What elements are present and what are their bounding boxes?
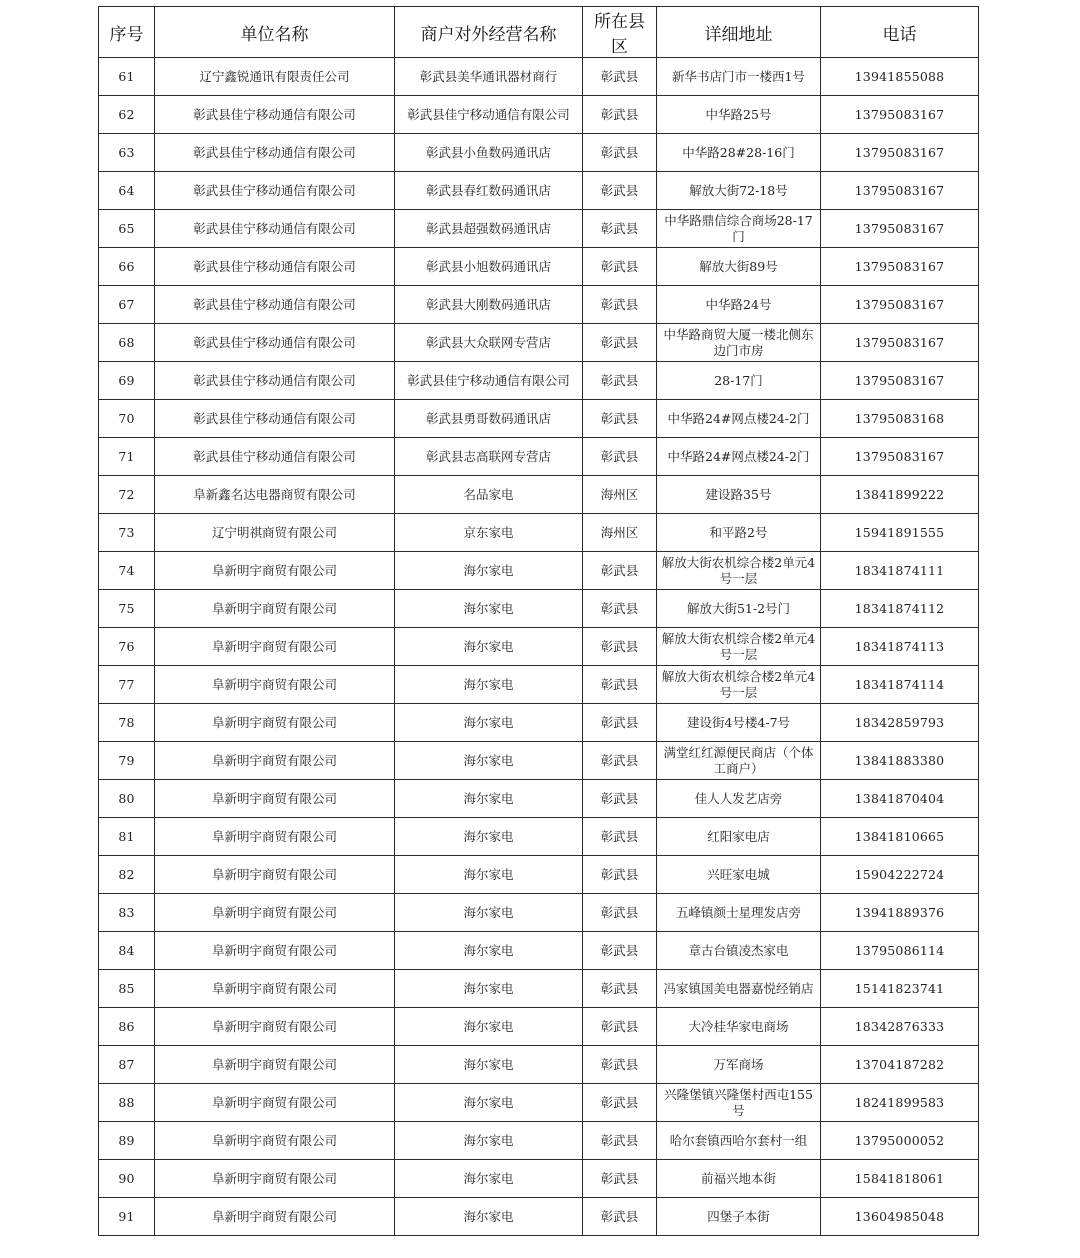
table-row — [99, 210, 979, 248]
cell-seq: 76 — [99, 628, 155, 666]
cell-seq: 66 — [99, 248, 155, 286]
table-row — [99, 742, 979, 780]
header-seq: 序号 — [99, 7, 155, 58]
cell-merchant-name: 海尔家电 — [395, 970, 583, 1008]
cell-phone: 18342859793 — [821, 704, 979, 742]
cell-merchant-name: 名品家电 — [395, 476, 583, 514]
cell-merchant-name: 海尔家电 — [395, 1160, 583, 1198]
table-row — [99, 1084, 979, 1122]
table-row — [99, 894, 979, 932]
cell-address: 章古台镇凌杰家电 — [657, 932, 821, 970]
header-phone: 电话 — [821, 7, 979, 58]
header-county: 所在县区 — [583, 7, 657, 58]
table-row — [99, 818, 979, 856]
cell-merchant-name: 彰武县春红数码通讯店 — [395, 172, 583, 210]
cell-merchant-name: 京东家电 — [395, 514, 583, 552]
cell-seq: 72 — [99, 476, 155, 514]
cell-phone: 13841870404 — [821, 780, 979, 818]
cell-address: 解放大街农机综合楼2单元4号一层 — [657, 552, 821, 590]
cell-county: 彰武县 — [583, 1046, 657, 1084]
cell-merchant-name: 海尔家电 — [395, 932, 583, 970]
cell-address: 前福兴地本街 — [657, 1160, 821, 1198]
cell-seq: 61 — [99, 58, 155, 96]
cell-address: 解放大街农机综合楼2单元4号一层 — [657, 628, 821, 666]
table-row — [99, 704, 979, 742]
cell-unit-name: 阜新明宇商贸有限公司 — [155, 894, 395, 932]
cell-seq: 68 — [99, 324, 155, 362]
cell-address: 兴隆堡镇兴隆堡村西屯155号 — [657, 1084, 821, 1122]
table-row — [99, 1198, 979, 1236]
cell-unit-name: 彰武县佳宁移动通信有限公司 — [155, 210, 395, 248]
cell-phone: 13841883380 — [821, 742, 979, 780]
cell-seq: 65 — [99, 210, 155, 248]
cell-seq: 78 — [99, 704, 155, 742]
cell-unit-name: 彰武县佳宁移动通信有限公司 — [155, 324, 395, 362]
cell-phone: 13795000052 — [821, 1122, 979, 1160]
cell-phone: 18342876333 — [821, 1008, 979, 1046]
cell-unit-name: 阜新明宇商贸有限公司 — [155, 1046, 395, 1084]
cell-unit-name: 阜新明宇商贸有限公司 — [155, 970, 395, 1008]
cell-county: 海州区 — [583, 514, 657, 552]
cell-phone: 13795083167 — [821, 324, 979, 362]
cell-address: 新华书店门市一楼西1号 — [657, 58, 821, 96]
cell-phone: 15841818061 — [821, 1160, 979, 1198]
cell-merchant-name: 海尔家电 — [395, 666, 583, 704]
cell-county: 彰武县 — [583, 1160, 657, 1198]
cell-phone: 13841899222 — [821, 476, 979, 514]
cell-seq: 69 — [99, 362, 155, 400]
cell-phone: 13795083167 — [821, 172, 979, 210]
cell-county: 彰武县 — [583, 1122, 657, 1160]
table-row — [99, 628, 979, 666]
cell-phone: 13704187282 — [821, 1046, 979, 1084]
cell-phone: 13841810665 — [821, 818, 979, 856]
cell-phone: 13795086114 — [821, 932, 979, 970]
cell-unit-name: 阜新明宇商贸有限公司 — [155, 780, 395, 818]
cell-merchant-name: 彰武县勇哥数码通讯店 — [395, 400, 583, 438]
cell-phone: 13795083167 — [821, 362, 979, 400]
table-row — [99, 58, 979, 96]
cell-merchant-name: 海尔家电 — [395, 780, 583, 818]
cell-merchant-name: 彰武县超强数码通讯店 — [395, 210, 583, 248]
cell-unit-name: 阜新明宇商贸有限公司 — [155, 1008, 395, 1046]
cell-address: 中华路鼎信综合商场28-17门 — [657, 210, 821, 248]
table-row — [99, 96, 979, 134]
cell-seq: 91 — [99, 1198, 155, 1236]
cell-county: 彰武县 — [583, 1198, 657, 1236]
cell-address: 中华路24#网点楼24-2门 — [657, 438, 821, 476]
cell-address: 中华路24#网点楼24-2门 — [657, 400, 821, 438]
cell-address: 兴旺家电城 — [657, 856, 821, 894]
cell-seq: 64 — [99, 172, 155, 210]
cell-address: 万军商场 — [657, 1046, 821, 1084]
cell-phone: 13795083167 — [821, 96, 979, 134]
cell-phone: 18341874111 — [821, 552, 979, 590]
cell-county: 彰武县 — [583, 742, 657, 780]
merchant-table — [98, 6, 979, 1236]
table-row — [99, 1008, 979, 1046]
cell-county: 彰武县 — [583, 172, 657, 210]
cell-unit-name: 阜新明宇商贸有限公司 — [155, 1084, 395, 1122]
cell-county: 彰武县 — [583, 628, 657, 666]
cell-seq: 84 — [99, 932, 155, 970]
cell-county: 彰武县 — [583, 894, 657, 932]
cell-county: 彰武县 — [583, 248, 657, 286]
cell-county: 彰武县 — [583, 362, 657, 400]
header-address: 详细地址 — [657, 7, 821, 58]
cell-address: 哈尔套镇西哈尔套村一组 — [657, 1122, 821, 1160]
cell-county: 彰武县 — [583, 96, 657, 134]
cell-unit-name: 彰武县佳宁移动通信有限公司 — [155, 438, 395, 476]
cell-seq: 67 — [99, 286, 155, 324]
cell-merchant-name: 海尔家电 — [395, 1084, 583, 1122]
table-row — [99, 856, 979, 894]
cell-seq: 73 — [99, 514, 155, 552]
cell-unit-name: 辽宁明祺商贸有限公司 — [155, 514, 395, 552]
cell-address: 大冷桂华家电商场 — [657, 1008, 821, 1046]
cell-unit-name: 阜新明宇商贸有限公司 — [155, 1198, 395, 1236]
cell-county: 彰武县 — [583, 400, 657, 438]
cell-address: 建设路35号 — [657, 476, 821, 514]
cell-address: 红阳家电店 — [657, 818, 821, 856]
cell-seq: 77 — [99, 666, 155, 704]
table-row — [99, 932, 979, 970]
cell-unit-name: 阜新明宇商贸有限公司 — [155, 1122, 395, 1160]
cell-seq: 80 — [99, 780, 155, 818]
cell-merchant-name: 海尔家电 — [395, 1008, 583, 1046]
cell-address: 解放大街51-2号门 — [657, 590, 821, 628]
cell-county: 彰武县 — [583, 932, 657, 970]
cell-merchant-name: 彰武县大刚数码通讯店 — [395, 286, 583, 324]
cell-county: 彰武县 — [583, 590, 657, 628]
cell-address: 满堂红红源便民商店（个体工商户） — [657, 742, 821, 780]
cell-merchant-name: 海尔家电 — [395, 552, 583, 590]
cell-phone: 13795083167 — [821, 438, 979, 476]
table-row — [99, 286, 979, 324]
cell-unit-name: 彰武县佳宁移动通信有限公司 — [155, 362, 395, 400]
cell-unit-name: 阜新明宇商贸有限公司 — [155, 1160, 395, 1198]
cell-phone: 13795083167 — [821, 286, 979, 324]
table-row — [99, 134, 979, 172]
cell-county: 彰武县 — [583, 286, 657, 324]
cell-phone: 13795083168 — [821, 400, 979, 438]
cell-phone: 13604985048 — [821, 1198, 979, 1236]
cell-phone: 15904222724 — [821, 856, 979, 894]
cell-phone: 13941855088 — [821, 58, 979, 96]
cell-county: 彰武县 — [583, 1084, 657, 1122]
cell-merchant-name: 彰武县佳宁移动通信有限公司 — [395, 96, 583, 134]
cell-county: 彰武县 — [583, 818, 657, 856]
cell-county: 彰武县 — [583, 438, 657, 476]
cell-unit-name: 阜新鑫名达电器商贸有限公司 — [155, 476, 395, 514]
table-body — [99, 58, 979, 1236]
cell-merchant-name: 海尔家电 — [395, 894, 583, 932]
cell-phone: 18341874112 — [821, 590, 979, 628]
cell-address: 建设街4号楼4-7号 — [657, 704, 821, 742]
cell-county: 彰武县 — [583, 970, 657, 1008]
cell-county: 彰武县 — [583, 1008, 657, 1046]
cell-merchant-name: 海尔家电 — [395, 1198, 583, 1236]
cell-unit-name: 彰武县佳宁移动通信有限公司 — [155, 400, 395, 438]
cell-address: 和平路2号 — [657, 514, 821, 552]
cell-seq: 90 — [99, 1160, 155, 1198]
cell-merchant-name: 海尔家电 — [395, 628, 583, 666]
cell-merchant-name: 海尔家电 — [395, 590, 583, 628]
cell-county: 海州区 — [583, 476, 657, 514]
cell-seq: 87 — [99, 1046, 155, 1084]
cell-seq: 81 — [99, 818, 155, 856]
cell-unit-name: 彰武县佳宁移动通信有限公司 — [155, 96, 395, 134]
cell-seq: 88 — [99, 1084, 155, 1122]
cell-address: 28-17门 — [657, 362, 821, 400]
table-row — [99, 666, 979, 704]
cell-merchant-name: 海尔家电 — [395, 818, 583, 856]
cell-merchant-name: 彰武县大众联网专营店 — [395, 324, 583, 362]
cell-unit-name: 阜新明宇商贸有限公司 — [155, 628, 395, 666]
cell-phone: 15941891555 — [821, 514, 979, 552]
cell-unit-name: 阜新明宇商贸有限公司 — [155, 742, 395, 780]
cell-address: 四堡子本街 — [657, 1198, 821, 1236]
cell-unit-name: 彰武县佳宁移动通信有限公司 — [155, 286, 395, 324]
cell-unit-name: 辽宁鑫锐通讯有限责任公司 — [155, 58, 395, 96]
cell-merchant-name: 海尔家电 — [395, 742, 583, 780]
cell-unit-name: 阜新明宇商贸有限公司 — [155, 704, 395, 742]
cell-county: 彰武县 — [583, 324, 657, 362]
cell-seq: 79 — [99, 742, 155, 780]
cell-merchant-name: 彰武县小旭数码通讯店 — [395, 248, 583, 286]
cell-address: 佳人人发艺店旁 — [657, 780, 821, 818]
cell-unit-name: 阜新明宇商贸有限公司 — [155, 932, 395, 970]
merchant-list-sheet — [98, 6, 978, 1236]
cell-phone: 13941889376 — [821, 894, 979, 932]
cell-address: 冯家镇国美电器嘉悦经销店 — [657, 970, 821, 1008]
table-row — [99, 780, 979, 818]
table-row — [99, 476, 979, 514]
cell-address: 解放大街农机综合楼2单元4号一层 — [657, 666, 821, 704]
cell-phone: 18341874114 — [821, 666, 979, 704]
cell-phone: 18341874113 — [821, 628, 979, 666]
cell-phone: 18241899583 — [821, 1084, 979, 1122]
cell-unit-name: 彰武县佳宁移动通信有限公司 — [155, 248, 395, 286]
header-unit-name: 单位名称 — [155, 7, 395, 58]
cell-county: 彰武县 — [583, 58, 657, 96]
table-row — [99, 248, 979, 286]
cell-seq: 75 — [99, 590, 155, 628]
table-row — [99, 552, 979, 590]
cell-county: 彰武县 — [583, 134, 657, 172]
cell-unit-name: 阜新明宇商贸有限公司 — [155, 818, 395, 856]
cell-seq: 70 — [99, 400, 155, 438]
cell-merchant-name: 海尔家电 — [395, 856, 583, 894]
cell-merchant-name: 彰武县佳宁移动通信有限公司 — [395, 362, 583, 400]
cell-merchant-name: 海尔家电 — [395, 704, 583, 742]
cell-unit-name: 阜新明宇商贸有限公司 — [155, 590, 395, 628]
cell-seq: 71 — [99, 438, 155, 476]
table-header — [99, 7, 979, 58]
table-row — [99, 1122, 979, 1160]
table-row — [99, 324, 979, 362]
cell-phone: 13795083167 — [821, 134, 979, 172]
cell-address: 解放大街89号 — [657, 248, 821, 286]
table-row — [99, 1160, 979, 1198]
cell-merchant-name: 海尔家电 — [395, 1122, 583, 1160]
cell-seq: 86 — [99, 1008, 155, 1046]
cell-seq: 74 — [99, 552, 155, 590]
cell-county: 彰武县 — [583, 210, 657, 248]
table-row — [99, 172, 979, 210]
cell-county: 彰武县 — [583, 780, 657, 818]
table-row — [99, 1046, 979, 1084]
table-row — [99, 514, 979, 552]
cell-county: 彰武县 — [583, 666, 657, 704]
cell-county: 彰武县 — [583, 704, 657, 742]
cell-seq: 85 — [99, 970, 155, 1008]
table-row — [99, 970, 979, 1008]
table-row — [99, 362, 979, 400]
cell-seq: 82 — [99, 856, 155, 894]
cell-address: 中华路28#28-16门 — [657, 134, 821, 172]
cell-address: 中华路25号 — [657, 96, 821, 134]
cell-merchant-name: 海尔家电 — [395, 1046, 583, 1084]
cell-unit-name: 彰武县佳宁移动通信有限公司 — [155, 172, 395, 210]
cell-merchant-name: 彰武县志高联网专营店 — [395, 438, 583, 476]
cell-address: 中华路商贸大厦一楼北侧东边门市房 — [657, 324, 821, 362]
table-row — [99, 590, 979, 628]
cell-seq: 89 — [99, 1122, 155, 1160]
cell-merchant-name: 彰武县小鱼数码通讯店 — [395, 134, 583, 172]
cell-phone: 13795083167 — [821, 210, 979, 248]
cell-seq: 83 — [99, 894, 155, 932]
cell-phone: 15141823741 — [821, 970, 979, 1008]
cell-merchant-name: 彰武县美华通讯器材商行 — [395, 58, 583, 96]
table-row — [99, 400, 979, 438]
cell-address: 五峰镇颜士星理发店旁 — [657, 894, 821, 932]
header-row — [99, 7, 979, 58]
cell-address: 解放大街72-18号 — [657, 172, 821, 210]
cell-unit-name: 阜新明宇商贸有限公司 — [155, 666, 395, 704]
cell-unit-name: 彰武县佳宁移动通信有限公司 — [155, 134, 395, 172]
cell-county: 彰武县 — [583, 856, 657, 894]
cell-address: 中华路24号 — [657, 286, 821, 324]
cell-county: 彰武县 — [583, 552, 657, 590]
header-merchant-name: 商户对外经营名称 — [395, 7, 583, 58]
cell-unit-name: 阜新明宇商贸有限公司 — [155, 552, 395, 590]
cell-unit-name: 阜新明宇商贸有限公司 — [155, 856, 395, 894]
cell-seq: 62 — [99, 96, 155, 134]
cell-seq: 63 — [99, 134, 155, 172]
table-row — [99, 438, 979, 476]
cell-phone: 13795083167 — [821, 248, 979, 286]
